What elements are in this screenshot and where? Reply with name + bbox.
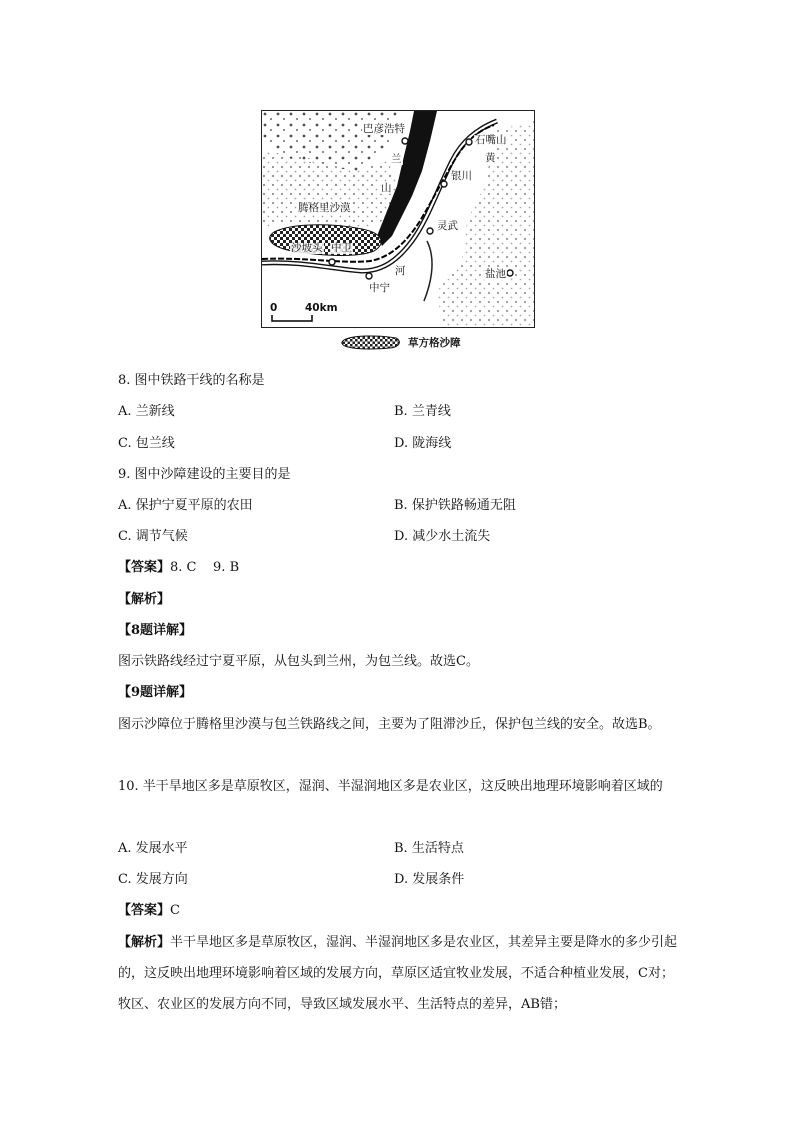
q9-option-b: B. 保护铁路畅通无阻 [394, 498, 516, 513]
label-zhongning: 中宁 [369, 282, 390, 294]
scale-bar [272, 315, 312, 321]
sand-barrier [270, 225, 381, 256]
answer-8-9 [118, 560, 239, 577]
q9-detail-text: 图示沙障位于腾格里沙漠与包兰铁路线之间，主要为了阻滞沙丘，保护包兰线的安全。故选B。 [118, 717, 661, 732]
city-bayanhaote [402, 138, 408, 144]
q8-option-c: C. 包兰线 [118, 436, 175, 451]
q9-option-a: A. 保护宁夏平原的农田 [118, 498, 253, 513]
q10-stem: 10. 半干旱地区多是草原牧区，湿润、半湿润地区多是农业区，这反映出地理环境影响着区域的 [118, 779, 663, 794]
q10-option-b: B. 生活特点 [394, 841, 464, 856]
map-legend [340, 333, 461, 351]
q10-explanation [118, 927, 684, 1020]
q8-detail-label: 【8题详解】 [118, 623, 193, 638]
answer-label: 【答案】 [118, 560, 171, 575]
label-tengger: 腾格里沙漠 [298, 202, 351, 214]
explanation-text: 半干旱地区多是草原牧区，湿润、半湿润地区多是农业区，其差异主要是降水的多少引起的，这反映出地理环境影响着区域的发展方向，草原区适宜牧业发展，不适合种植业发展，C对；牧区、农业区的发展方向不同，导致区域发展水平、生活特点的差异，AB错； [118, 935, 678, 1012]
q9-option-c: C. 调节气候 [118, 529, 188, 544]
q9-stem: 9. 图中沙障建设的主要目的是 [118, 467, 291, 482]
q8-option-a: A. 兰新线 [118, 404, 175, 419]
river-branch [424, 241, 432, 301]
q9-detail-label: 【9题详解】 [118, 685, 193, 700]
label-shan: 山 [381, 182, 392, 194]
analysis-label: 【解析】 [118, 592, 171, 607]
q10-option-c: C. 发展方向 [118, 872, 188, 887]
q8-option-d: D. 陇海线 [394, 436, 452, 451]
answer-10-label: 【答案】 [118, 903, 171, 918]
q8-detail-text: 图示铁路线经过宁夏平原，从包头到兰州，为包兰线。故选C。 [118, 654, 479, 669]
legend-label: 草方格沙障 [408, 336, 461, 349]
city-zhongwei [329, 259, 335, 265]
label-shapotou: 沙坡头 [291, 242, 323, 254]
explanation-label: 【解析】 [118, 935, 171, 950]
q8-stem: 8. 图中铁路干线的名称是 [118, 373, 265, 388]
q9-option-d: D. 减少水土流失 [394, 529, 491, 544]
city-zhongning [366, 273, 372, 279]
city-yanchi [507, 270, 513, 276]
label-yinchuan: 银川 [451, 170, 472, 182]
label-lan: 兰 [391, 153, 402, 165]
city-shizuishan [466, 139, 472, 145]
label-he: 河 [395, 265, 406, 277]
q8-option-b: B. 兰青线 [394, 404, 451, 419]
answer-value: 8. C 9. B [170, 560, 240, 575]
scale-zero-label: 0 [270, 302, 278, 314]
label-lingwu: 灵武 [437, 220, 458, 232]
scale-distance-label: 40km [305, 302, 338, 314]
city-yinchuan [441, 181, 447, 187]
label-zhongwei: 中卫 [331, 242, 352, 254]
sand-barrier-legend-icon [340, 334, 402, 350]
city-lingwu [427, 228, 433, 234]
q10-option-d: D. 发展条件 [394, 872, 465, 887]
label-huang: 黄 [485, 152, 496, 164]
map-figure [261, 110, 535, 328]
answer-10-value: C [170, 903, 180, 918]
q10-option-a: A. 发展水平 [118, 841, 188, 856]
label-yanchi: 盐池 [485, 268, 506, 280]
label-shizuishan: 石嘴山 [475, 134, 507, 146]
label-bayanhaote: 巴彦浩特 [363, 123, 405, 135]
answer-10 [118, 903, 180, 920]
